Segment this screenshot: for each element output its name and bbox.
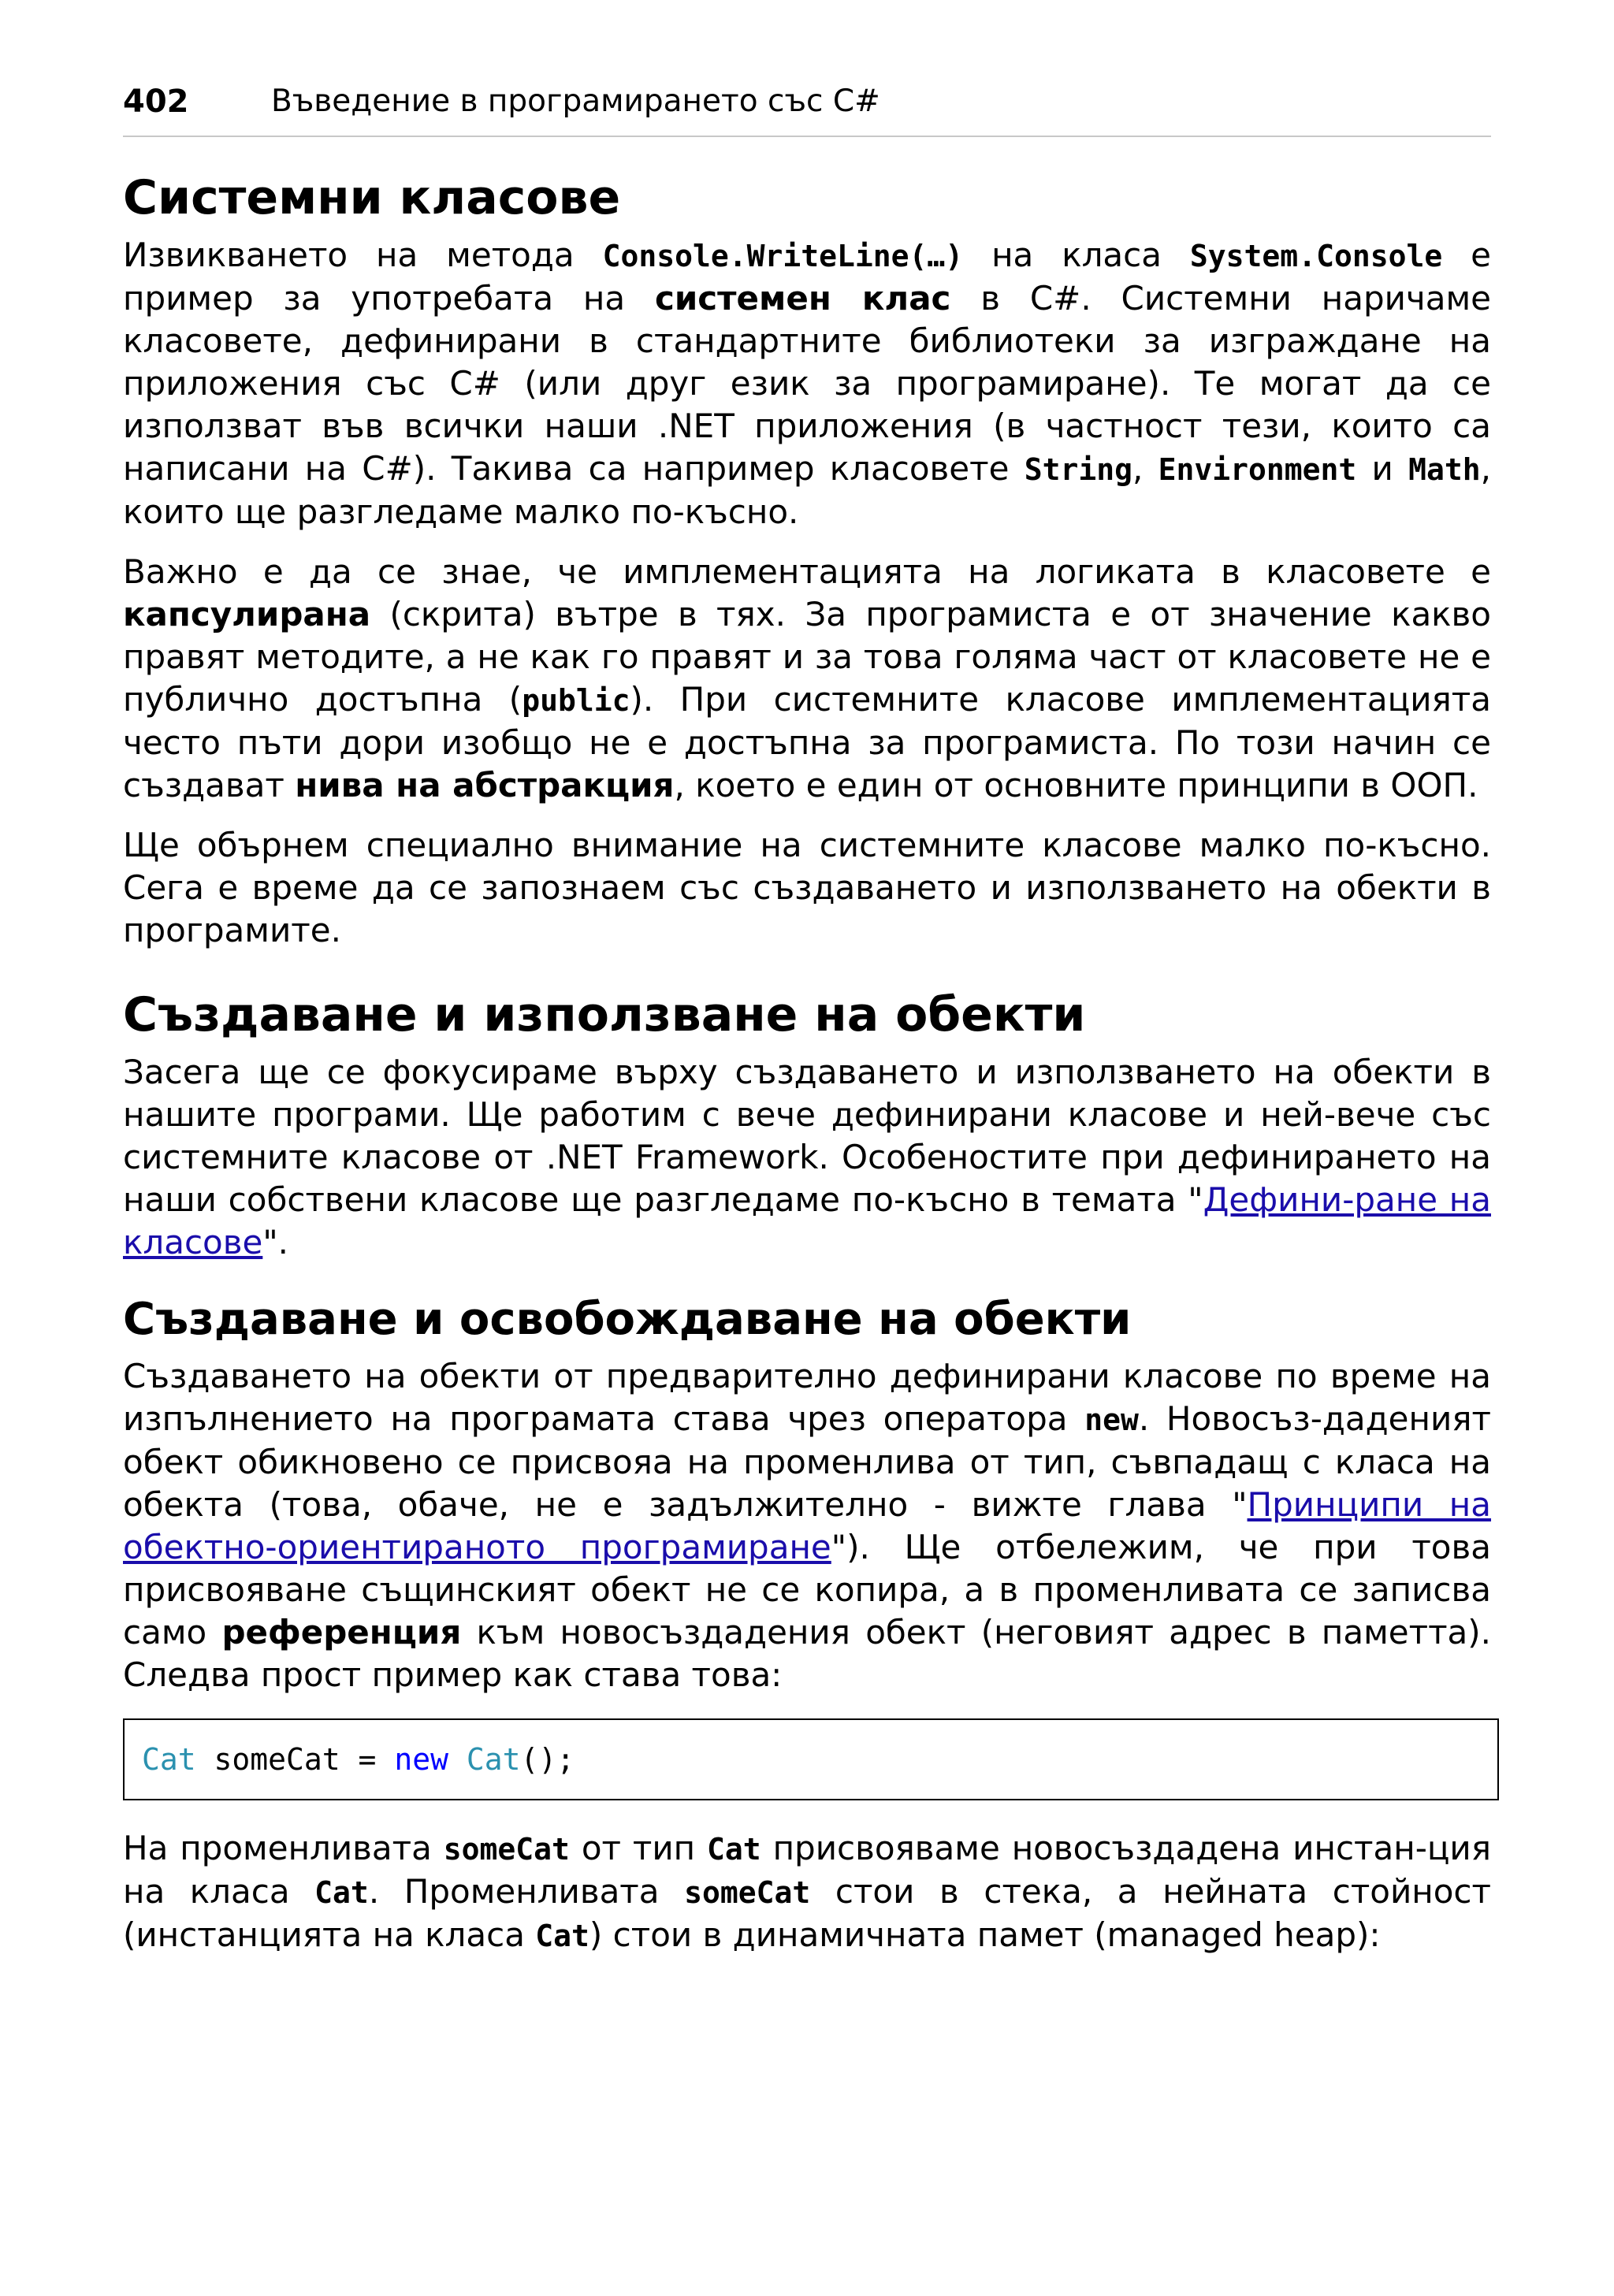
text: в C#. Системни наричаме класовете, дефинирани в стандартните библиотеки за изграждане на приложения със C# (или друг език за програмиране). Те могат да се използват във всички наши .NET приложения (в частност тези, които са написани на C#). Такива са например класовете xyxy=(123,279,1492,488)
paragraph-encapsulation xyxy=(123,551,1491,807)
code-new: new xyxy=(1084,1402,1139,1437)
page-number: 402 xyxy=(123,84,189,120)
link-defining-classes[interactable]: Дефини-ране на класове xyxy=(123,1180,1491,1261)
running-header xyxy=(123,79,1491,137)
paragraph-somecat-variable xyxy=(123,1827,1491,1957)
text: ". xyxy=(262,1223,289,1261)
text: , които ще разгледаме малко по-късно. xyxy=(123,449,1491,531)
code-environment: Environment xyxy=(1158,452,1357,487)
heading-creating-releasing-objects: Създаване и освобождаване на обекти xyxy=(123,1294,1132,1345)
code-type: Cat xyxy=(466,1742,521,1777)
paragraph-system-classes-intro xyxy=(123,234,1491,533)
code-type: Cat xyxy=(142,1742,196,1777)
code-cat: Cat xyxy=(314,1875,369,1910)
text: е пример за употребата на xyxy=(123,236,1491,318)
code-cat: Cat xyxy=(707,1832,761,1867)
text: Засега ще се фокусираме върху създаването и използването на обекти в нашите програми. Ще работим с вече дефинирани класове и ней-вече със системните класове от .NET Framework. Особеностите при дефинирането на наши собствени класове ще разгледаме по-късно в темата " xyxy=(123,1053,1491,1219)
text: . Променливата xyxy=(368,1872,685,1911)
code-keyword: new xyxy=(394,1742,448,1777)
code-plain: someCat = xyxy=(195,1742,395,1777)
code-console-writeline: Console.WriteLine(…) xyxy=(602,239,964,273)
bold-term: капсулирана xyxy=(123,595,371,633)
code-somecat: someCat xyxy=(684,1875,811,1910)
paragraph-system-classes-later: Ще обърнем специално внимание на системните класове малко по-късно. Сега е време да се запознаем със създаването и използването на обекти в програмите. xyxy=(123,826,1491,949)
heading-system-classes: Системни класове xyxy=(123,170,621,225)
book-title: Въведение в програмирането със C# xyxy=(271,84,880,119)
link-oop-principles[interactable]: Принципи на обектно-ориентираното програмиране xyxy=(123,1485,1492,1566)
text: ) стои в динамичната памет (managed heap): xyxy=(589,1915,1381,1954)
text: присвояваме новосъздадена инстан-ция на класа xyxy=(123,1829,1491,1911)
text: и xyxy=(1356,449,1409,488)
text: към новосъздадения обект (неговият адрес в паметта). Следва прост пример как става това: xyxy=(123,1613,1492,1694)
code-public: public xyxy=(522,683,630,718)
bold-term: нива на абстракция xyxy=(295,766,675,804)
code-system-console: System.Console xyxy=(1189,239,1443,273)
heading-creating-using-objects: Създаване и използване на обекти xyxy=(123,987,1086,1042)
text: ). При системните класове имплементацията често пъти дори изобщо не е достъпна за програмиста. По този начин се създават xyxy=(123,680,1491,804)
text: Създаването на обекти от предварително дефинирани класове по време на изпълнението на програмата става чрез оператора xyxy=(123,1357,1491,1438)
text: Важно е да се знае, че имплементацията на логиката в класовете е xyxy=(123,552,1491,591)
text: , което е един от основните принципи в ООП. xyxy=(674,766,1478,804)
code-somecat: someCat xyxy=(443,1832,570,1867)
text: . Новосъз-даденият обект обикновено се присвояа на променлива от тип, съвпадащ с класа на обекта (това, обаче, не е задължително - вижте глава " xyxy=(123,1399,1491,1524)
paragraph-creating-objects xyxy=(123,1355,1491,1696)
text: стои в стека, а нейната стойност (инстанцията на класа xyxy=(123,1872,1491,1954)
text: от тип xyxy=(569,1829,708,1867)
code-cat: Cat xyxy=(535,1919,589,1953)
text: (скрита) вътре в тях. За програмиста е от значение какво правят методите, а не как го правят и за това голяма част от класовете не е публично достъпна ( xyxy=(123,595,1491,719)
text: на класа xyxy=(963,236,1190,274)
text: , xyxy=(1132,449,1158,488)
paragraph-creating-using-objects xyxy=(123,1051,1491,1264)
bold-term: системен клас xyxy=(654,279,951,318)
bold-term: референция xyxy=(221,1613,462,1651)
code-plain: (); xyxy=(520,1742,575,1777)
code-example-box xyxy=(123,1718,1499,1800)
text: На променливата xyxy=(123,1829,444,1867)
code-string: String xyxy=(1024,452,1132,487)
content xyxy=(123,169,1491,1975)
text: Извикването на метода xyxy=(123,236,603,274)
code-plain xyxy=(448,1742,467,1777)
text: "). Ще отбележим, че при това присвояване същинският обект не се копира, а в променливата се записва само xyxy=(123,1528,1491,1651)
code-math: Math xyxy=(1408,452,1481,487)
